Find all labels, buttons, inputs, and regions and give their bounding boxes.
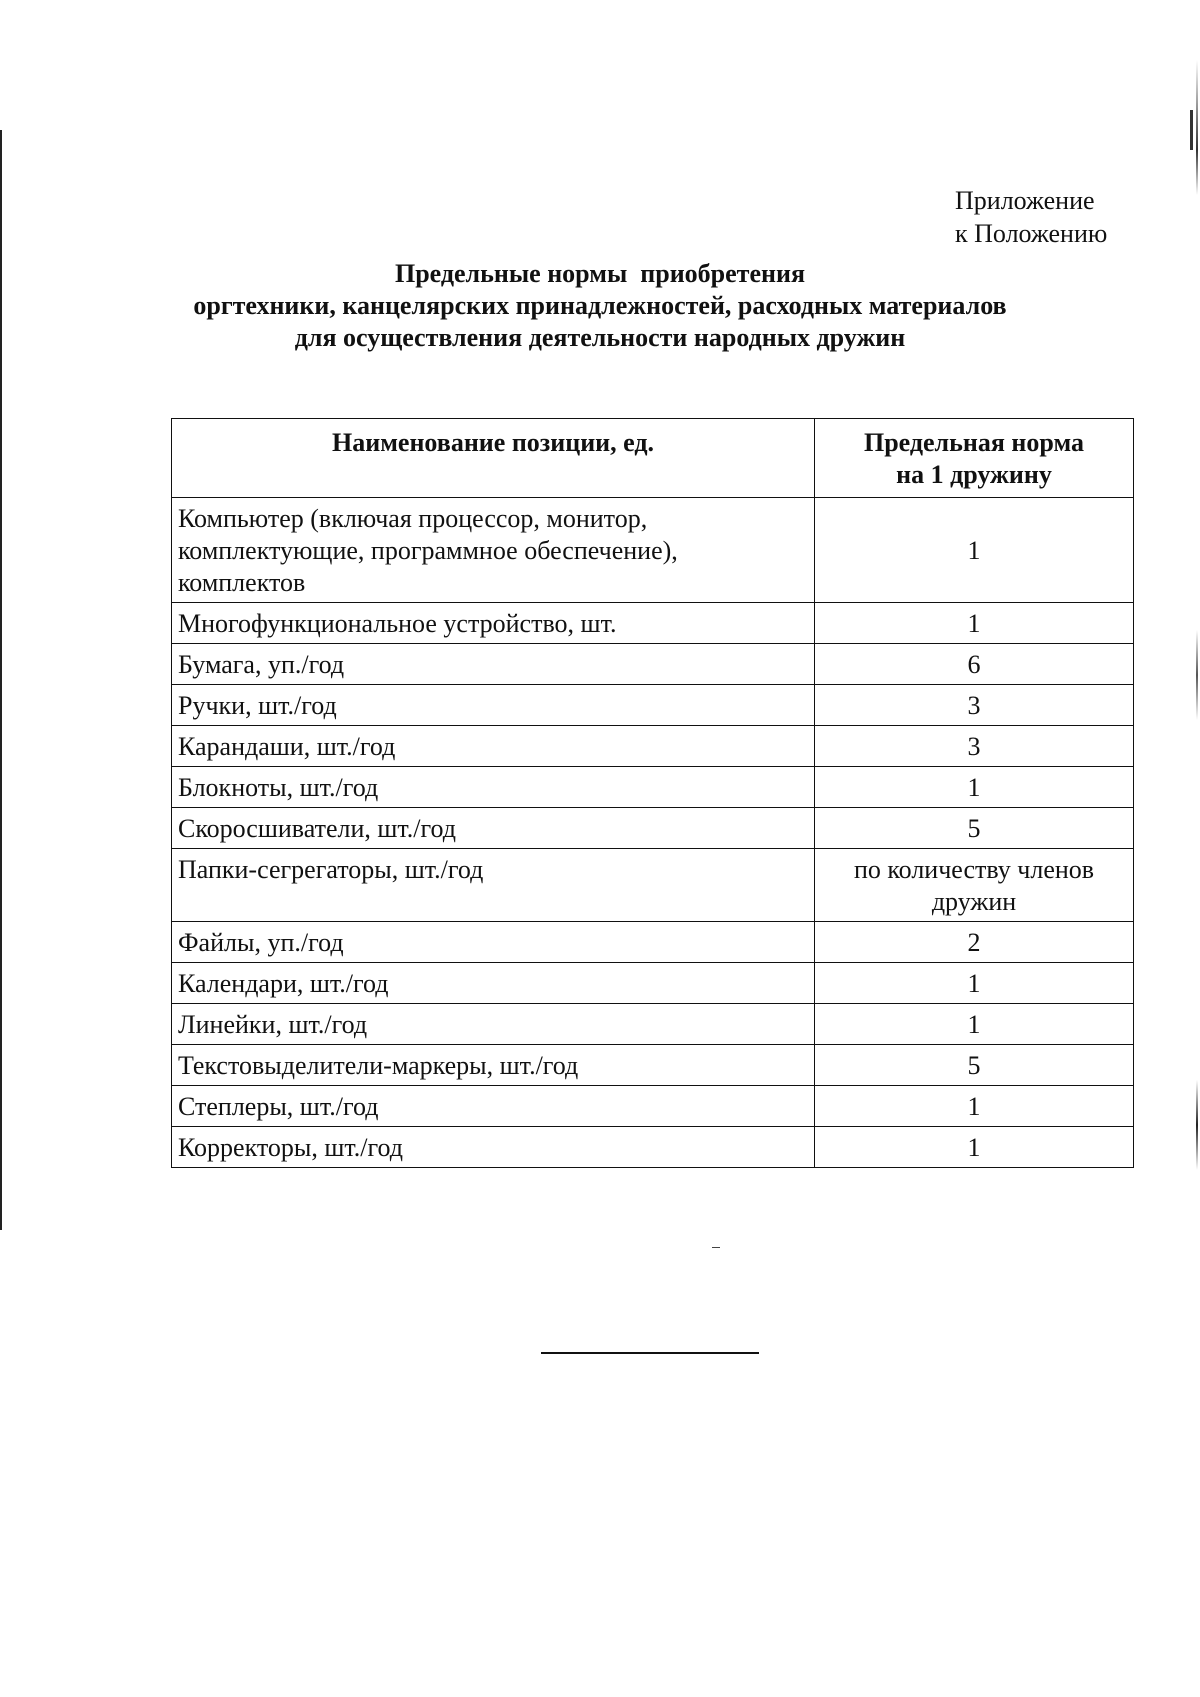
title-line-1: Предельные нормы приобретения [394,259,806,288]
document-title [150,258,1050,354]
row-name: Многофункциональное устройство, шт. [172,603,815,644]
row-name: Степлеры, шт./год [172,1086,815,1127]
header-norm-line-1: Предельная норма [863,428,1085,457]
title-line-3: для осуществления деятельности народных дружин [294,323,906,352]
row-name: Текстовыделители-маркеры, шт./год [172,1045,815,1086]
appendix-label [955,184,1107,250]
table-row [172,808,1134,849]
header-name-cell: Наименование позиции, ед. [172,419,815,498]
table-row [172,726,1134,767]
table-header-row [172,419,1134,498]
scan-edge-right [1196,60,1198,1560]
header-norm-cell [815,419,1134,498]
row-name: Календари, шт./год [172,963,815,1004]
row-name: Ручки, шт./год [172,685,815,726]
table-row [172,498,1134,603]
row-name: Бумага, уп./год [172,644,815,685]
row-name: Блокноты, шт./год [172,767,815,808]
table-row [172,685,1134,726]
row-value: по количеству членов дружин [815,849,1134,922]
row-name: Папки-сегрегаторы, шт./год [172,849,815,922]
row-value: 5 [815,808,1134,849]
header-norm-line-2: на 1 дружину [896,460,1052,489]
row-value: 1 [815,963,1134,1004]
row-value: 5 [815,1045,1134,1086]
closing-line [541,1352,759,1354]
appendix-line-2: к Положению [955,219,1108,248]
table-row [172,1004,1134,1045]
row-value: 1 [815,1086,1134,1127]
row-value: 1 [815,603,1134,644]
small-dash-mark [712,1247,720,1248]
scan-edge-mark [1190,110,1193,150]
row-value: 1 [815,498,1134,603]
appendix-line-1: Приложение [955,186,1095,215]
row-value: 3 [815,726,1134,767]
table-row [172,1086,1134,1127]
table-row [172,1045,1134,1086]
title-line-2: оргтехники, канцелярских принадлежностей, расходных материалов [193,291,1007,320]
table-row [172,849,1134,922]
row-value: 6 [815,644,1134,685]
scan-edge-left [0,130,2,1230]
row-name: Файлы, уп./год [172,922,815,963]
row-name: Карандаши, шт./год [172,726,815,767]
row-name: Корректоры, шт./год [172,1127,815,1168]
row-value: 2 [815,922,1134,963]
norms-table [171,418,1134,1168]
row-value: 1 [815,1004,1134,1045]
row-value: 3 [815,685,1134,726]
table-row [172,603,1134,644]
row-name: Компьютер (включая процессор, монитор, комплектующие, программное обеспечение), комплектов [172,498,815,603]
table-row [172,1127,1134,1168]
row-value: 1 [815,767,1134,808]
row-value: 1 [815,1127,1134,1168]
table-row [172,644,1134,685]
table-row [172,767,1134,808]
table-row [172,922,1134,963]
table-row [172,963,1134,1004]
row-name: Скоросшиватели, шт./год [172,808,815,849]
row-name: Линейки, шт./год [172,1004,815,1045]
